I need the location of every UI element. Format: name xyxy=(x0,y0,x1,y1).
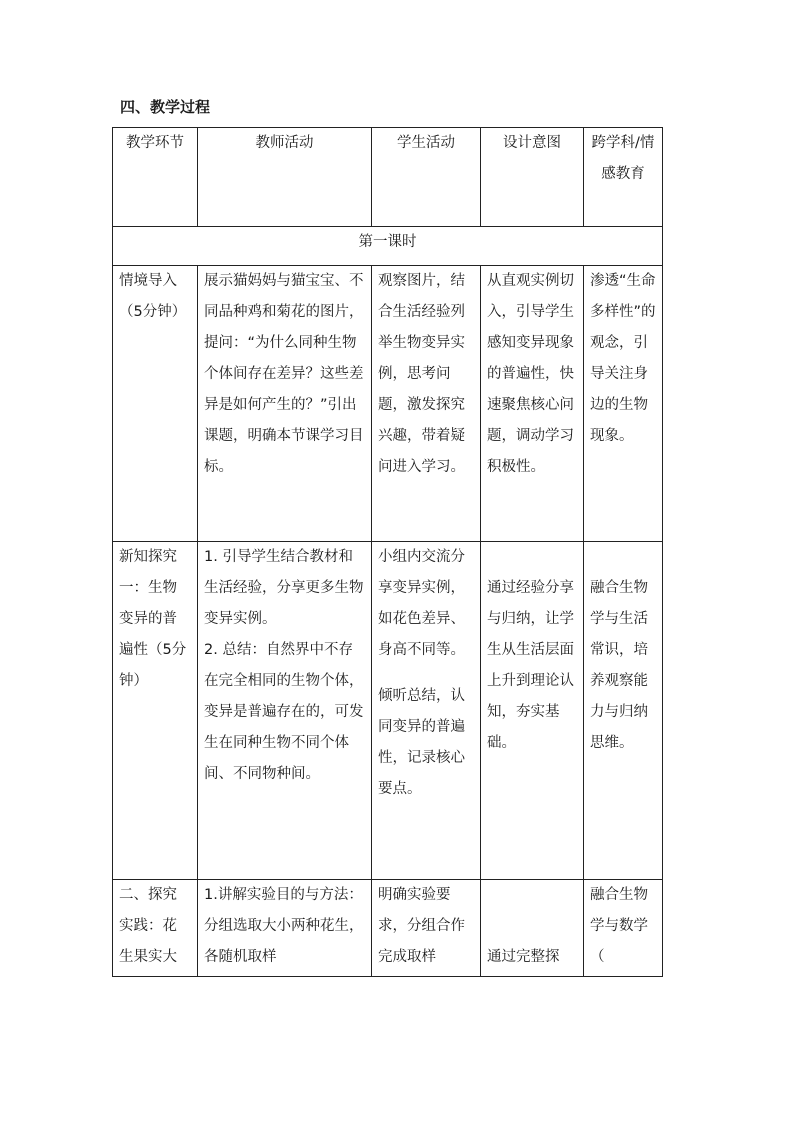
student-activity-cell: 明确实验要求，分组合作完成取样 xyxy=(372,880,481,977)
teacher-activity-cell: 1.讲解实验目的与方法：分组选取大小两种花生，各随机取样 xyxy=(198,880,372,977)
design-intent-text: 通过完整探 xyxy=(487,949,560,965)
header-design-intent: 设计意图 xyxy=(481,128,584,227)
cross-discipline-cell xyxy=(584,542,663,880)
teaching-process-table xyxy=(112,127,663,977)
table-row xyxy=(113,542,663,880)
student-step-1: 小组内交流分享变异实例，如花色差异、身高不同等。 xyxy=(378,549,465,658)
header-student-activity: 学生活动 xyxy=(372,128,481,227)
session-label: 第一课时 xyxy=(113,227,663,266)
header-stage: 教学环节 xyxy=(113,128,198,227)
spacer xyxy=(487,880,577,911)
stage-cell: 二、探究实践：花生果实大 xyxy=(113,880,198,977)
cross-discipline-cell: 渗透“生命多样性”的观念，引导关注身边的生物现象。 xyxy=(584,266,663,542)
table-row xyxy=(113,266,663,542)
table-row xyxy=(113,880,663,977)
teacher-activity-cell xyxy=(198,542,372,880)
student-step-2: 倾听总结，认同变异的普遍性，记录核心要点。 xyxy=(378,688,465,797)
design-intent-cell xyxy=(481,880,584,977)
section-title: 四、教学过程 xyxy=(120,98,211,116)
student-activity-cell xyxy=(372,542,481,880)
design-intent-cell xyxy=(481,542,584,880)
header-teacher-activity: 教师活动 xyxy=(198,128,372,227)
cross-discipline-cell: 融合生物学与数学（ xyxy=(584,880,663,977)
design-intent-text: 通过经验分享与归纳，让学生从生活层面上升到理论认知，夯实基础。 xyxy=(487,580,574,751)
table-header-row xyxy=(113,128,663,227)
cross-discipline-text: 融合生物学与生活常识，培养观察能力与归纳思维。 xyxy=(590,580,648,751)
teacher-step-1: 1. 引导学生结合教材和生活经验，分享更多生物变异实例。 xyxy=(204,549,364,627)
stage-cell: 新知探究一：生物变异的普遍性（5分钟） xyxy=(113,542,198,880)
teacher-step-2: 2. 总结：自然界中不存在完全相同的生物个体，变异是普遍存在的，可发生在同种生物不同个体间、不同物种间。 xyxy=(204,642,364,782)
session-row xyxy=(113,227,663,266)
spacer xyxy=(590,542,656,573)
stage-cell: 情境导入（5分钟） xyxy=(113,266,198,542)
spacer xyxy=(378,666,474,681)
header-cross-discipline: 跨学科/情感教育 xyxy=(584,128,663,227)
design-intent-cell: 从直观实例切入，引导学生感知变异现象的普遍性，快速聚焦核心问题，调动学习积极性。 xyxy=(481,266,584,542)
teacher-activity-cell: 展示猫妈妈与猫宝宝、不同品种鸡和菊花的图片，提问：“为什么同种生物个体间存在差异？这些差异是如何产生的？”引出课题，明确本节课学习目标。 xyxy=(198,266,372,542)
spacer xyxy=(487,911,577,942)
spacer xyxy=(487,542,577,573)
student-activity-cell: 观察图片，结合生活经验列举生物变异实例，思考问题，激发探究兴趣，带着疑问进入学习。 xyxy=(372,266,481,542)
